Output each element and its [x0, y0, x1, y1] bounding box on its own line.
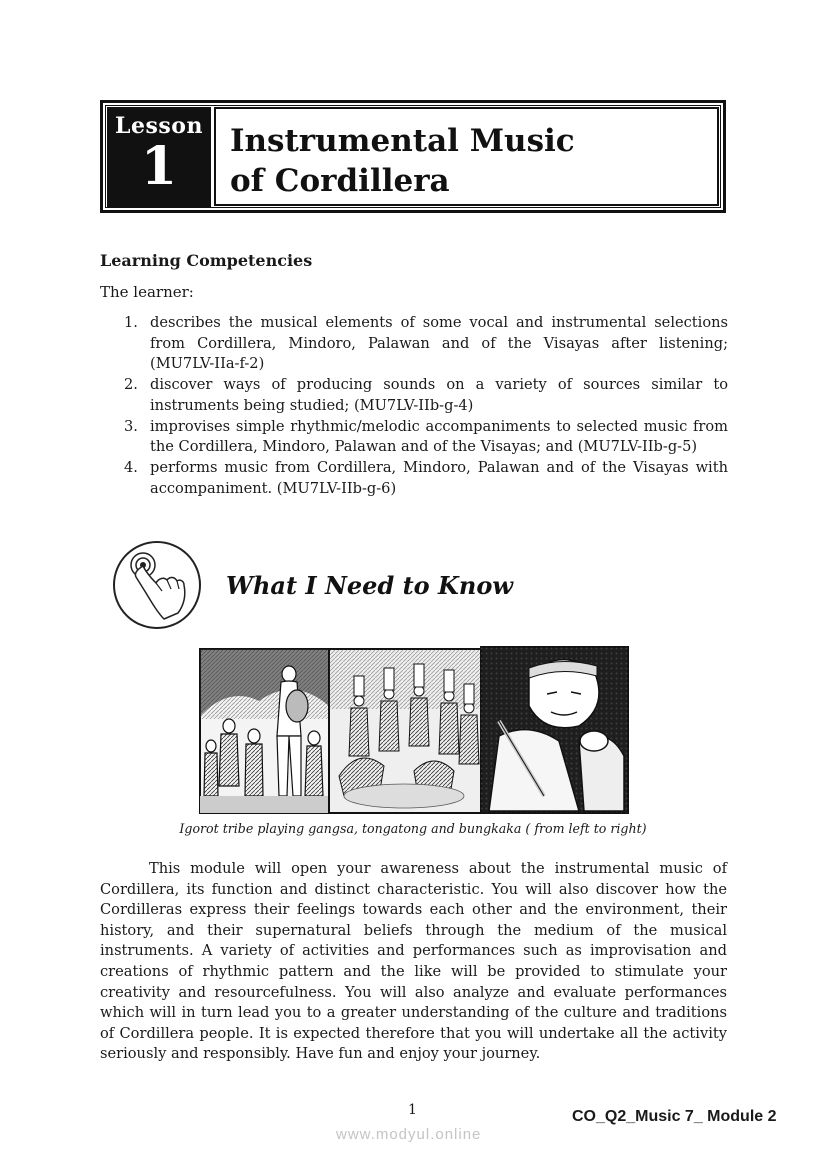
- list-item-number: 3.: [124, 417, 138, 435]
- list-item: [124, 375, 728, 416]
- igorot-instruments-illustration: [199, 646, 629, 814]
- list-item-text: improvises simple rhythmic/melodic accompaniments to selected music from the Cordillera, Mindoro, Palawan and of the Visayas; and (MU7LV-IIb-g-5): [150, 417, 728, 456]
- lesson-header: [100, 100, 726, 213]
- page-number: 1: [408, 1102, 417, 1118]
- section-title: What I Need to Know: [226, 571, 514, 600]
- lesson-title-box: [214, 107, 719, 206]
- list-item-text: performs music from Cordillera, Mindoro, Palawan and of the Visayas with accompaniment. (MU7LV-IIb-g-6): [150, 458, 728, 497]
- list-item: [124, 458, 728, 499]
- competencies-heading: Learning Competencies: [100, 251, 313, 270]
- intro-paragraph: This module will open your awareness about the instrumental music of Cordillera, its function and distinct characteristic. You will also discover how the Cordilleras express their feelings towards each other and the environment, their history, and their supernatural beliefs through the medium of the musical instruments. A variety of activities and performances such as improvisation and creations of rhythmic pattern and the like will be provided to stimulate your creativity and resourcefulness. You will also analyze and evaluate performances which will in turn lead you to a greater understanding of the culture and traditions of Cordillera people. It is expected therefore that you will undertake all the activity seriously and responsibly. Have fun and enjoy your journey.: [100, 860, 727, 1063]
- list-item-number: 1.: [124, 314, 138, 331]
- lesson-title: [230, 121, 575, 201]
- lesson-number: 1: [140, 136, 178, 197]
- lesson-title-line-1: Instrumental Music: [230, 123, 575, 159]
- bungkaka-panel: [481, 647, 628, 813]
- figure-caption: Igorot tribe playing gangsa, tongatong and bungkaka ( from left to right): [179, 821, 647, 836]
- list-item-number: 2.: [124, 376, 138, 394]
- list-item-text: describes the musical elements of some vocal and instrumental selections from Cordillera, Mindoro, Palawan and of the Visayas after listening; (MU7LV-IIa-f-2): [150, 314, 728, 373]
- watermark: www.modyul.online: [336, 1126, 482, 1143]
- list-item-number: 4.: [124, 458, 138, 476]
- lesson-number-box: [107, 107, 211, 207]
- lesson-title-line-2: of Cordillera: [230, 163, 450, 199]
- tongatong-panel: [329, 649, 481, 813]
- lesson-label: Lesson: [115, 113, 203, 139]
- gangsa-panel: [200, 649, 329, 813]
- competencies-list: [124, 313, 728, 499]
- list-item-text: discover ways of producing sounds on a variety of sources similar to instruments being studied; (MU7LV-IIb-g-4): [150, 376, 728, 414]
- competencies-intro: The learner:: [100, 283, 194, 301]
- list-item: [124, 313, 728, 375]
- module-label: CO_Q2_Music 7_ Module 2: [572, 1108, 777, 1125]
- list-item: [124, 417, 728, 458]
- finger-press-icon: [112, 539, 202, 631]
